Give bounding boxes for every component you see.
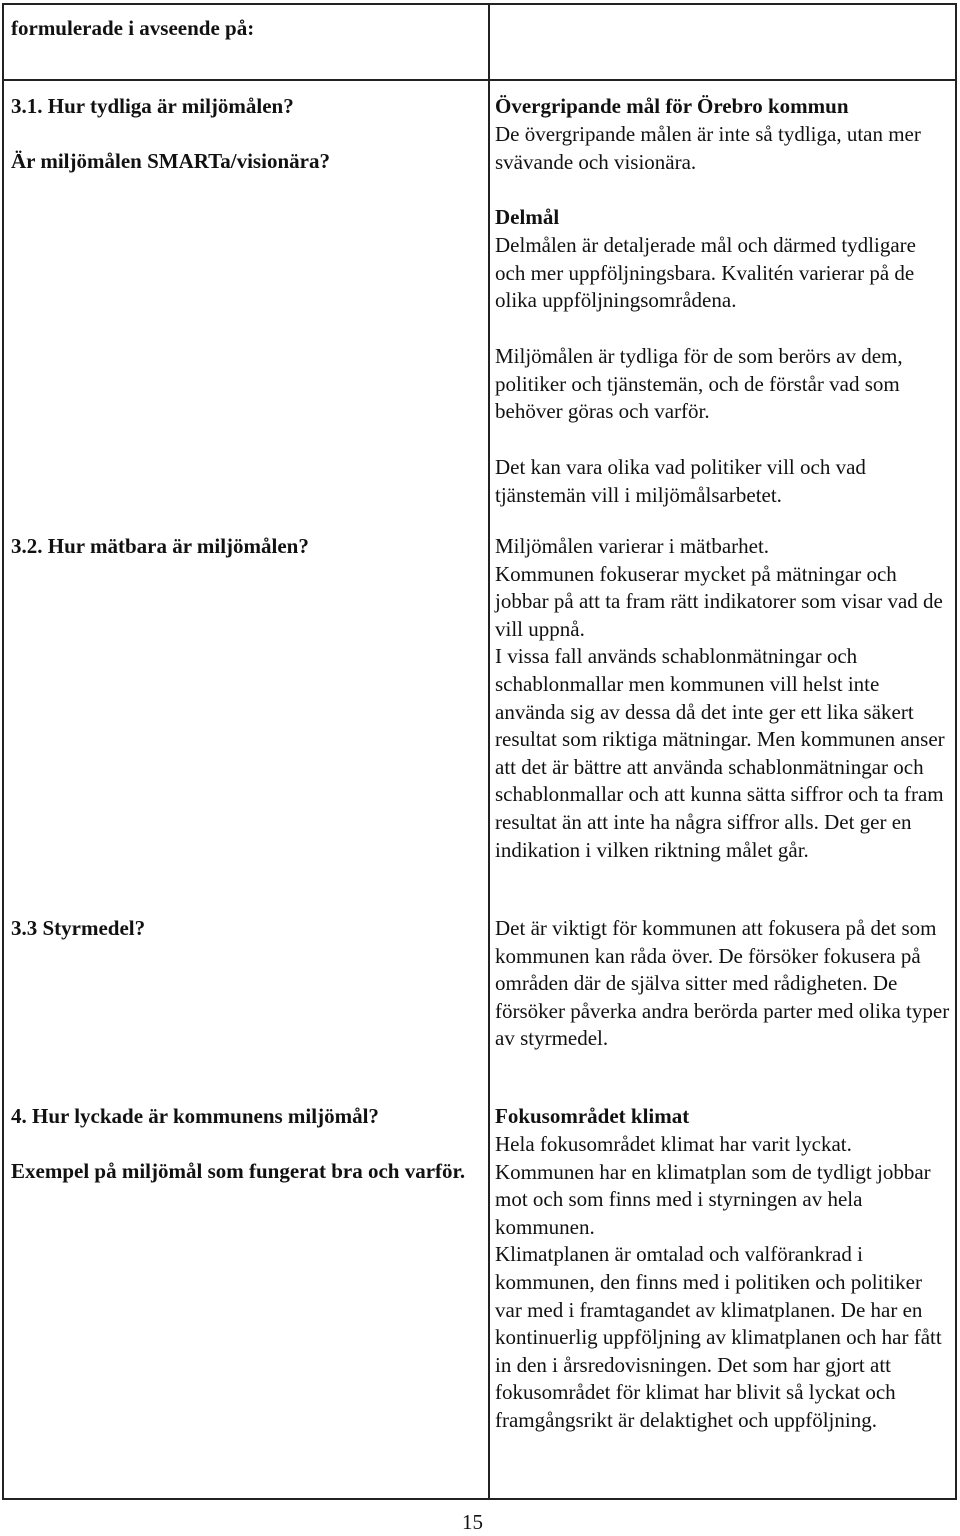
question-3-2: 3.2. Hur mätbara är miljömålen? bbox=[11, 534, 309, 558]
answer-3-2: Miljömålen varierar i mätbarhet. Kommunen fokuserar mycket på mätningar och jobbar på att ta fram rätt indikatorer som visar vad de vill uppnå. I vissa fall används schablonmätningar och schablonmallar men kommunen vill helst inte använda sig av dessa då det inte ger ett lika säkert resultat som riktiga mätningar. Men kommunen anser att det är bättre att använda schablonmätningar och schablonmallar och att kunna sätta siffror och ta fram resultat än att inte ha några siffror alls. Det ger en indikation i vilken riktning målet går. bbox=[495, 534, 945, 862]
answer-3-1-paragraph-4: Det kan vara olika vad politiker vill och vad tjänstemän vill i miljömålsarbetet. bbox=[495, 455, 866, 507]
header-left-cell: formulerade i avseende på: bbox=[11, 16, 255, 40]
question-3-1: 3.1. Hur tydliga är miljömålen? bbox=[11, 94, 294, 118]
column-divider bbox=[488, 5, 490, 1498]
answer-4: Hela fokusområdet klimat har varit lyckat. Kommunen har en klimatplan som de tydligt jobbar mot och som finns med i styrningen av hela kommunen. Klimatplanen är omtalad och valförankrad i kommunen, den finns med i politiken och politiker var med i framtagandet av klimatplanen. De har en kontinuerlig uppföljning av klimatplanen och har fått in den i årsredovisningen. Det som har gjort att fokusområdet för klimat har blivit så lyckat och framgångsrikt är delaktighet och uppföljning. bbox=[495, 1132, 942, 1432]
answer-3-1-heading-delmal: Delmål bbox=[495, 205, 560, 229]
question-3-3: 3.3 Styrmedel? bbox=[11, 916, 146, 940]
answer-4-heading: Fokusområdet klimat bbox=[495, 1104, 690, 1128]
answer-3-1-paragraph-3: Miljömålen är tydliga för de som berörs av dem, politiker och tjänstemän, och de förstår vad som behöver göras och varför. bbox=[495, 344, 903, 424]
page-number: 15 bbox=[462, 1510, 483, 1534]
question-4: 4. Hur lyckade är kommunens miljömål? bbox=[11, 1104, 379, 1128]
answer-3-1-overgripande-text: De övergripande målen är inte så tydliga, utan mer svävande och visionära. bbox=[495, 122, 921, 174]
question-3-1-sub: Är miljömålen SMARTa/visionära? bbox=[11, 149, 330, 173]
header-row-divider bbox=[4, 79, 955, 81]
answer-3-3: Det är viktigt för kommunen att fokusera på det som kommunen kan råda över. De försöker fokusera på områden där de själva sitter med rådigheten. De försöker påverka andra berörda parter med olika typer av styrmedel. bbox=[495, 916, 950, 1051]
answer-3-1-heading-overgripande: Övergripande mål för Örebro kommun bbox=[495, 94, 849, 118]
answer-3-1-delmal-text: Delmålen är detaljerade mål och därmed tydligare och mer uppföljningsbara. Kvalitén varierar på de olika uppföljningsområdena. bbox=[495, 233, 916, 313]
question-4-sub: Exempel på miljömål som fungerat bra och varför. bbox=[11, 1159, 466, 1183]
